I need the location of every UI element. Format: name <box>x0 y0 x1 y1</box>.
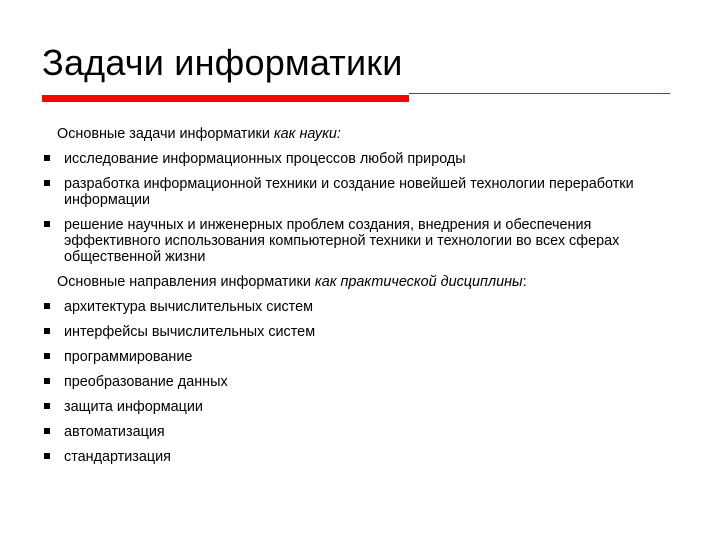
list-item <box>0 324 720 340</box>
list-item <box>0 399 720 415</box>
square-bullet-icon <box>44 378 50 384</box>
list-item-text: интерфейсы вычислительных систем <box>64 324 316 340</box>
list-item <box>0 449 720 465</box>
list-item <box>0 151 720 167</box>
list-item <box>0 299 720 315</box>
list-item-text: преобразование данных <box>64 374 228 390</box>
list-item <box>0 349 720 365</box>
square-bullet-icon <box>44 403 50 409</box>
intro-italic-text: как практической дисциплины <box>314 274 523 290</box>
list-item-text: стандартизация <box>64 449 171 465</box>
title-underline <box>409 93 670 94</box>
square-bullet-icon <box>44 221 50 227</box>
square-bullet-icon <box>44 328 50 334</box>
list-item-text: программирование <box>64 349 193 365</box>
intro-text: Основные задачи информатики <box>57 126 274 142</box>
square-bullet-icon <box>44 155 50 161</box>
square-bullet-icon <box>44 353 50 359</box>
square-bullet-icon <box>44 453 50 459</box>
section-intro-science <box>0 126 720 142</box>
list-item <box>0 374 720 390</box>
list-item-text: разработка информационной техники и создание новейшей технологии переработки информации <box>64 176 634 208</box>
list-item-text: архитектура вычислительных систем <box>64 299 314 315</box>
list-item <box>0 217 720 265</box>
section-intro-practice <box>0 274 720 290</box>
list-item-text: решение научных и инженерных проблем создания, внедрения и обеспечения эффективного использования компьютерной техники и технологии во всех сферах общественной жизни <box>64 217 620 265</box>
list-item-text: защита информации <box>64 399 203 415</box>
intro-text: Основные направления информатики <box>57 274 315 290</box>
square-bullet-icon <box>44 180 50 186</box>
list-item <box>0 424 720 440</box>
intro-italic-text: как науки: <box>273 126 341 142</box>
list-item-text: автоматизация <box>64 424 165 440</box>
slide-content <box>0 126 720 474</box>
list-item <box>0 176 720 208</box>
title-accent-bar <box>42 95 409 102</box>
square-bullet-icon <box>44 428 50 434</box>
intro-suffix: : <box>522 274 527 290</box>
list-item-text: исследование информационных процессов любой природы <box>64 151 466 167</box>
slide-title: Задачи информатики <box>42 42 403 83</box>
square-bullet-icon <box>44 303 50 309</box>
